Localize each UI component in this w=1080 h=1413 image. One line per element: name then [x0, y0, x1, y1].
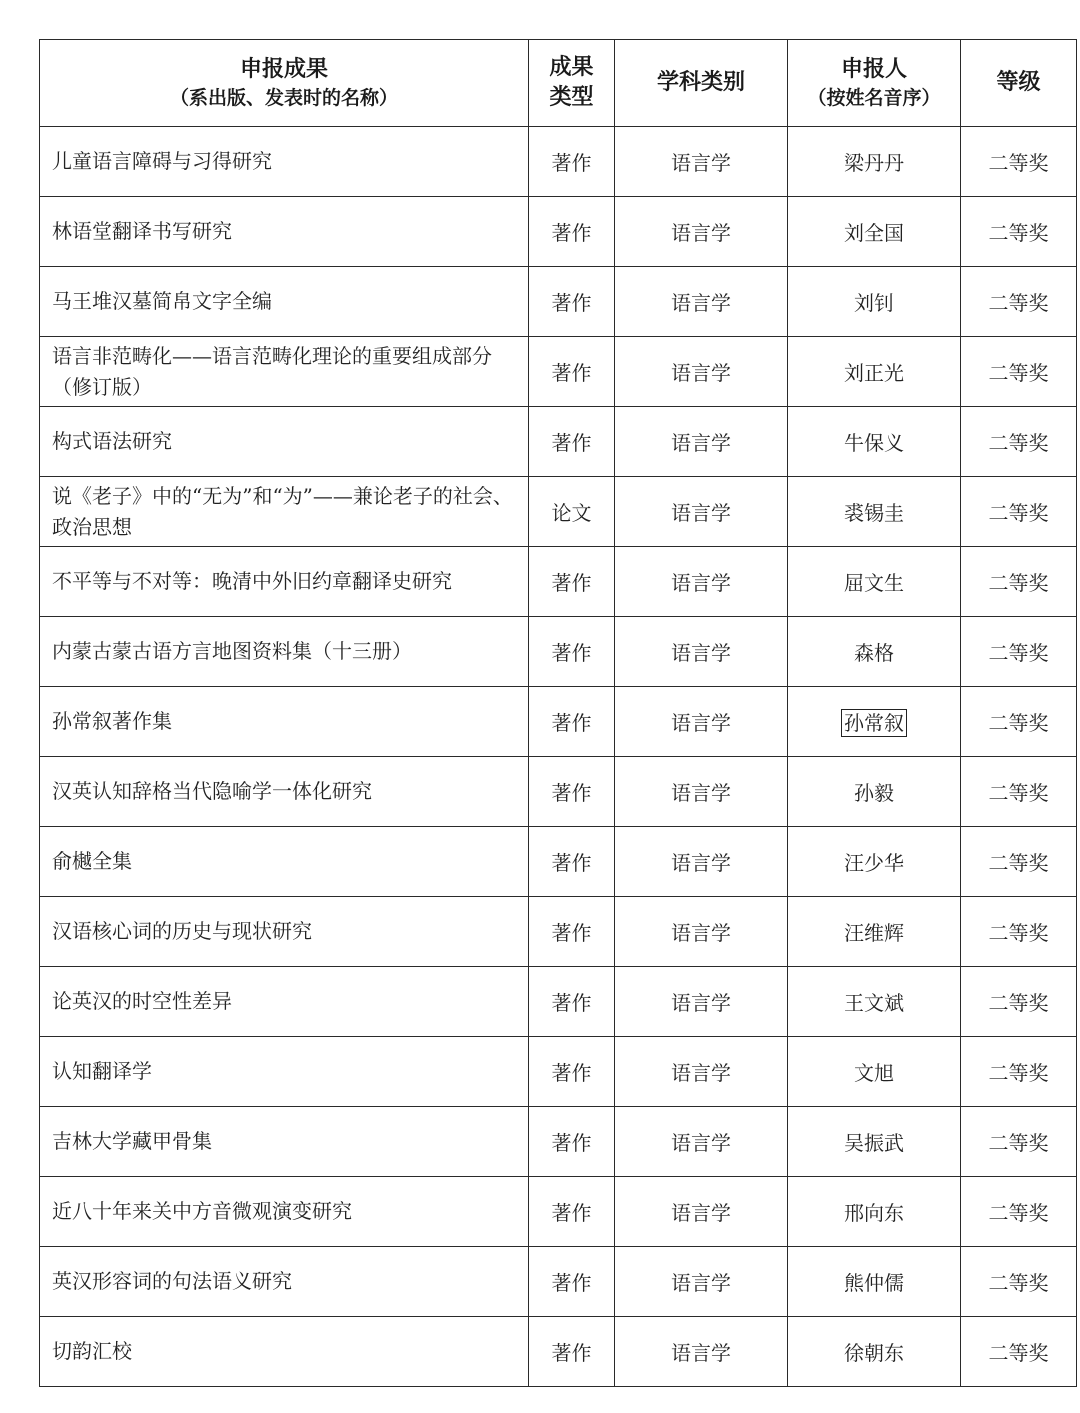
discipline-cell: 语言学: [615, 477, 788, 547]
type-cell: 著作: [529, 197, 615, 267]
title-cell: 英汉形容词的句法语义研究: [40, 1247, 529, 1317]
header-row: [40, 40, 1077, 127]
header-type-line2: 类型: [549, 85, 594, 110]
table-row: [40, 827, 1077, 897]
title-cell: 切韵汇校: [40, 1317, 529, 1387]
type-cell: 著作: [529, 337, 615, 407]
awards-table: [39, 39, 1077, 1387]
type-cell: 著作: [529, 1247, 615, 1317]
grade-cell: 二等奖: [961, 1317, 1077, 1387]
applicant-cell: 徐朝东: [788, 1317, 961, 1387]
applicant-cell: 刘正光: [788, 337, 961, 407]
table-row: [40, 547, 1077, 617]
applicant-cell: 屈文生: [788, 547, 961, 617]
type-cell: 著作: [529, 687, 615, 757]
type-cell: 著作: [529, 1037, 615, 1107]
title-cell: 内蒙古蒙古语方言地图资料集（十三册）: [40, 617, 529, 687]
applicant-cell: 孙毅: [788, 757, 961, 827]
table-row: [40, 1317, 1077, 1387]
type-cell: 著作: [529, 127, 615, 197]
grade-cell: 二等奖: [961, 127, 1077, 197]
type-cell: 著作: [529, 757, 615, 827]
table-row: [40, 897, 1077, 967]
grade-cell: 二等奖: [961, 337, 1077, 407]
type-cell: 论文: [529, 477, 615, 547]
table-row: [40, 127, 1077, 197]
header-type-line1: 成果: [549, 55, 594, 80]
applicant-cell: 王文斌: [788, 967, 961, 1037]
discipline-cell: 语言学: [615, 827, 788, 897]
type-cell: 著作: [529, 617, 615, 687]
table-row: [40, 687, 1077, 757]
discipline-cell: 语言学: [615, 197, 788, 267]
header-discipline-column: 学科类别: [615, 40, 788, 127]
title-cell: 语言非范畴化——语言范畴化理论的重要组成部分（修订版）: [40, 337, 529, 407]
title-cell: 不平等与不对等：晚清中外旧约章翻译史研究: [40, 547, 529, 617]
discipline-cell: 语言学: [615, 1247, 788, 1317]
title-cell: 马王堆汉墓简帛文字全编: [40, 267, 529, 337]
header-grade-column: 等级: [961, 40, 1077, 127]
header-title-sub: （系出版、发表时的名称）: [169, 87, 398, 109]
type-cell: 著作: [529, 547, 615, 617]
grade-cell: 二等奖: [961, 407, 1077, 477]
type-cell: 著作: [529, 1107, 615, 1177]
title-cell: 俞樾全集: [40, 827, 529, 897]
applicant-cell: 刘钊: [788, 267, 961, 337]
header-applicant-column: [788, 40, 961, 127]
applicant-cell: 裘锡圭: [788, 477, 961, 547]
type-cell: 著作: [529, 1177, 615, 1247]
applicant-cell: 汪维辉: [788, 897, 961, 967]
table-row: [40, 617, 1077, 687]
header-applicant-main: 申报人: [840, 57, 907, 82]
table-body: [40, 127, 1077, 1387]
table-row: [40, 197, 1077, 267]
applicant-cell: 文旭: [788, 1037, 961, 1107]
type-cell: 著作: [529, 267, 615, 337]
title-cell: 吉林大学藏甲骨集: [40, 1107, 529, 1177]
grade-cell: 二等奖: [961, 967, 1077, 1037]
discipline-cell: 语言学: [615, 757, 788, 827]
table-row: [40, 1247, 1077, 1317]
table-row: [40, 1037, 1077, 1107]
table-row: [40, 337, 1077, 407]
discipline-cell: 语言学: [615, 407, 788, 477]
discipline-cell: 语言学: [615, 897, 788, 967]
applicant-cell: 梁丹丹: [788, 127, 961, 197]
applicant-cell: 汪少华: [788, 827, 961, 897]
header-title-column: [40, 40, 529, 127]
applicant-cell: [788, 687, 961, 757]
title-cell: 构式语法研究: [40, 407, 529, 477]
title-cell: 说《老子》中的“无为”和“为”——兼论老子的社会、政治思想: [40, 477, 529, 547]
title-cell: 林语堂翻译书写研究: [40, 197, 529, 267]
grade-cell: 二等奖: [961, 827, 1077, 897]
discipline-cell: 语言学: [615, 127, 788, 197]
type-cell: 著作: [529, 967, 615, 1037]
title-cell: 孙常叙著作集: [40, 687, 529, 757]
discipline-cell: 语言学: [615, 687, 788, 757]
table-row: [40, 1107, 1077, 1177]
title-cell: 儿童语言障碍与习得研究: [40, 127, 529, 197]
header-type-column: [529, 40, 615, 127]
title-cell: 近八十年来关中方音微观演变研究: [40, 1177, 529, 1247]
discipline-cell: 语言学: [615, 1177, 788, 1247]
grade-cell: 二等奖: [961, 197, 1077, 267]
discipline-cell: 语言学: [615, 267, 788, 337]
discipline-cell: 语言学: [615, 337, 788, 407]
applicant-boxed-name: 孙常叙: [841, 709, 907, 737]
table-row: [40, 1177, 1077, 1247]
grade-cell: 二等奖: [961, 477, 1077, 547]
type-cell: 著作: [529, 897, 615, 967]
discipline-cell: 语言学: [615, 1037, 788, 1107]
discipline-cell: 语言学: [615, 1317, 788, 1387]
grade-cell: 二等奖: [961, 547, 1077, 617]
type-cell: 著作: [529, 407, 615, 477]
title-cell: 论英汉的时空性差异: [40, 967, 529, 1037]
grade-cell: 二等奖: [961, 1247, 1077, 1317]
table-row: [40, 407, 1077, 477]
table-row: [40, 477, 1077, 547]
grade-cell: 二等奖: [961, 897, 1077, 967]
grade-cell: 二等奖: [961, 757, 1077, 827]
applicant-cell: 森格: [788, 617, 961, 687]
type-cell: 著作: [529, 827, 615, 897]
discipline-cell: 语言学: [615, 967, 788, 1037]
discipline-cell: 语言学: [615, 617, 788, 687]
grade-cell: 二等奖: [961, 267, 1077, 337]
applicant-cell: 邢向东: [788, 1177, 961, 1247]
discipline-cell: 语言学: [615, 547, 788, 617]
applicant-cell: 刘全国: [788, 197, 961, 267]
table-header: [40, 40, 1077, 127]
applicant-cell: 牛保义: [788, 407, 961, 477]
grade-cell: 二等奖: [961, 687, 1077, 757]
discipline-cell: 语言学: [615, 1107, 788, 1177]
title-cell: 认知翻译学: [40, 1037, 529, 1107]
applicant-cell: 熊仲儒: [788, 1247, 961, 1317]
table-row: [40, 757, 1077, 827]
header-applicant-sub: （按姓名音序）: [807, 87, 941, 109]
applicant-cell: 吴振武: [788, 1107, 961, 1177]
type-cell: 著作: [529, 1317, 615, 1387]
table-row: [40, 967, 1077, 1037]
table-row: [40, 267, 1077, 337]
grade-cell: 二等奖: [961, 1037, 1077, 1107]
title-cell: 汉语核心词的历史与现状研究: [40, 897, 529, 967]
grade-cell: 二等奖: [961, 617, 1077, 687]
grade-cell: 二等奖: [961, 1107, 1077, 1177]
title-cell: 汉英认知辞格当代隐喻学一体化研究: [40, 757, 529, 827]
grade-cell: 二等奖: [961, 1177, 1077, 1247]
header-title-main: 申报成果: [239, 57, 328, 82]
